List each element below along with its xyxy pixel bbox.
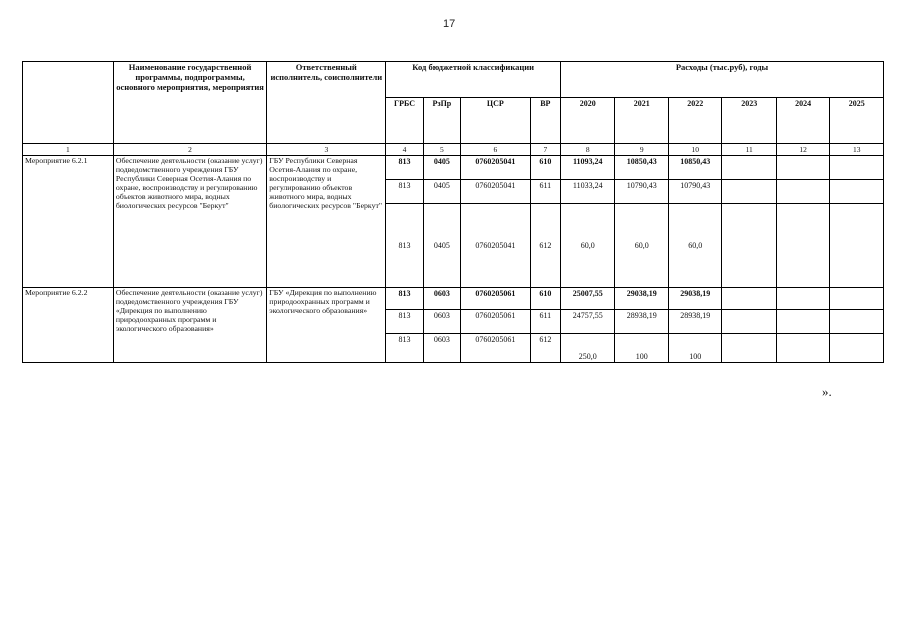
header-vr: ВР: [530, 98, 560, 144]
column-number: 13: [830, 144, 884, 156]
csr-cell: 0760205061: [461, 288, 531, 310]
vr-cell: 611: [530, 180, 560, 204]
amount-2023-cell: [722, 334, 777, 363]
amount-2020-cell: 24757,55: [560, 310, 615, 334]
grbs-cell: 813: [386, 334, 423, 363]
amount-2020-cell: 11093,24: [560, 156, 615, 180]
header-rzpr: РзПр: [423, 98, 460, 144]
rzpr-cell: 0603: [423, 288, 460, 310]
column-number: 3: [267, 144, 386, 156]
amount-2020-cell: 11033,24: [560, 180, 615, 204]
amount-2025-cell: [830, 310, 884, 334]
event-id-cell: Мероприятие 6.2.1: [23, 156, 114, 288]
vr-cell: 612: [530, 204, 560, 288]
amount-2021-cell: 10850,43: [615, 156, 668, 180]
amount-2021-cell: 100: [615, 334, 668, 363]
amount-2023-cell: [722, 204, 777, 288]
csr-cell: 0760205061: [461, 334, 531, 363]
csr-cell: 0760205061: [461, 310, 531, 334]
amount-2022-cell: 28938,19: [668, 310, 721, 334]
amount-2025-cell: [830, 156, 884, 180]
table-row: [23, 156, 884, 180]
header-year: 2021: [615, 98, 668, 144]
amount-2025-cell: [830, 180, 884, 204]
amount-2024-cell: [776, 310, 829, 334]
amount-2020-cell: 250,0: [560, 334, 615, 363]
amount-2021-cell: 10790,43: [615, 180, 668, 204]
budget-table: [22, 61, 884, 363]
column-number: 9: [615, 144, 668, 156]
header-csr: ЦСР: [461, 98, 531, 144]
rzpr-cell: 0603: [423, 310, 460, 334]
amount-2020-cell: 25007,55: [560, 288, 615, 310]
header-blank-cell: [23, 62, 114, 144]
header-grbs: ГРБС: [386, 98, 423, 144]
grbs-cell: 813: [386, 180, 423, 204]
vr-cell: 610: [530, 156, 560, 180]
header-year: 2024: [776, 98, 829, 144]
grbs-cell: 813: [386, 310, 423, 334]
rzpr-cell: 0405: [423, 180, 460, 204]
vr-cell: 612: [530, 334, 560, 363]
amount-2022-cell: 100: [668, 334, 721, 363]
amount-2022-cell: 10790,43: [668, 180, 721, 204]
rzpr-cell: 0405: [423, 156, 460, 180]
header-expenses: Расходы (тыс.руб), годы: [560, 62, 883, 98]
vr-cell: 611: [530, 310, 560, 334]
amount-2025-cell: [830, 334, 884, 363]
amount-2021-cell: 29038,19: [615, 288, 668, 310]
header-year: 2022: [668, 98, 721, 144]
column-number: 11: [722, 144, 777, 156]
event-executor-cell: ГБУ Республики Северная Осетия-Алания по охране, воспроизводству и регулированию объектов животного мира, водных биологических ресурсов "Беркут": [267, 156, 386, 288]
csr-cell: 0760205041: [461, 204, 531, 288]
column-numbers-row: [23, 144, 884, 156]
amount-2020-cell: 60,0: [560, 204, 615, 288]
amount-2023-cell: [722, 180, 777, 204]
header-year: 2025: [830, 98, 884, 144]
header-year: 2020: [560, 98, 615, 144]
header-name: Наименование государственной программы, подпрограммы, основного мероприятия, мероприятия: [113, 62, 266, 144]
event-name-cell: Обеспечение деятельности (оказание услуг) подведомственного учреждения ГБУ «Дирекция по выполнению природоохранных программ и экологического образования»: [113, 288, 266, 363]
table-row: [23, 288, 884, 310]
rzpr-cell: 0405: [423, 204, 460, 288]
amount-2024-cell: [776, 334, 829, 363]
column-number: 7: [530, 144, 560, 156]
column-number: 6: [461, 144, 531, 156]
amount-2023-cell: [722, 288, 777, 310]
grbs-cell: 813: [386, 204, 423, 288]
header-year: 2023: [722, 98, 777, 144]
column-number: 12: [776, 144, 829, 156]
column-number: 1: [23, 144, 114, 156]
amount-2025-cell: [830, 204, 884, 288]
amount-2021-cell: 28938,19: [615, 310, 668, 334]
amount-2023-cell: [722, 156, 777, 180]
header-row-1: [23, 62, 884, 98]
header-budget-code: Код бюджетной классификации: [386, 62, 561, 98]
column-number: 4: [386, 144, 423, 156]
column-number: 10: [668, 144, 721, 156]
page-number: 17: [443, 18, 456, 30]
closing-quote-mark: ».: [822, 384, 832, 399]
amount-2024-cell: [776, 204, 829, 288]
event-executor-cell: ГБУ «Дирекция по выполнению природоохранных программ и экологического образования»: [267, 288, 386, 363]
amount-2022-cell: 60,0: [668, 204, 721, 288]
amount-2025-cell: [830, 288, 884, 310]
amount-2023-cell: [722, 310, 777, 334]
amount-2024-cell: [776, 180, 829, 204]
csr-cell: 0760205041: [461, 180, 531, 204]
rzpr-cell: 0603: [423, 334, 460, 363]
header-executor: Ответственный исполнитель, соисполнители: [267, 62, 386, 144]
column-number: 2: [113, 144, 266, 156]
amount-2022-cell: 29038,19: [668, 288, 721, 310]
amount-2024-cell: [776, 288, 829, 310]
vr-cell: 610: [530, 288, 560, 310]
column-number: 5: [423, 144, 460, 156]
grbs-cell: 813: [386, 156, 423, 180]
grbs-cell: 813: [386, 288, 423, 310]
event-name-cell: Обеспечение деятельности (оказание услуг) подведомственного учреждения ГБУ Республики Северная Осетия-Алания по охране, воспроизводству и регулированию объектов животного мира, водных биологических ресурсов "Беркут": [113, 156, 266, 288]
amount-2024-cell: [776, 156, 829, 180]
event-id-cell: Мероприятие 6.2.2: [23, 288, 114, 363]
amount-2021-cell: 60,0: [615, 204, 668, 288]
amount-2022-cell: 10850,43: [668, 156, 721, 180]
csr-cell: 0760205041: [461, 156, 531, 180]
column-number: 8: [560, 144, 615, 156]
